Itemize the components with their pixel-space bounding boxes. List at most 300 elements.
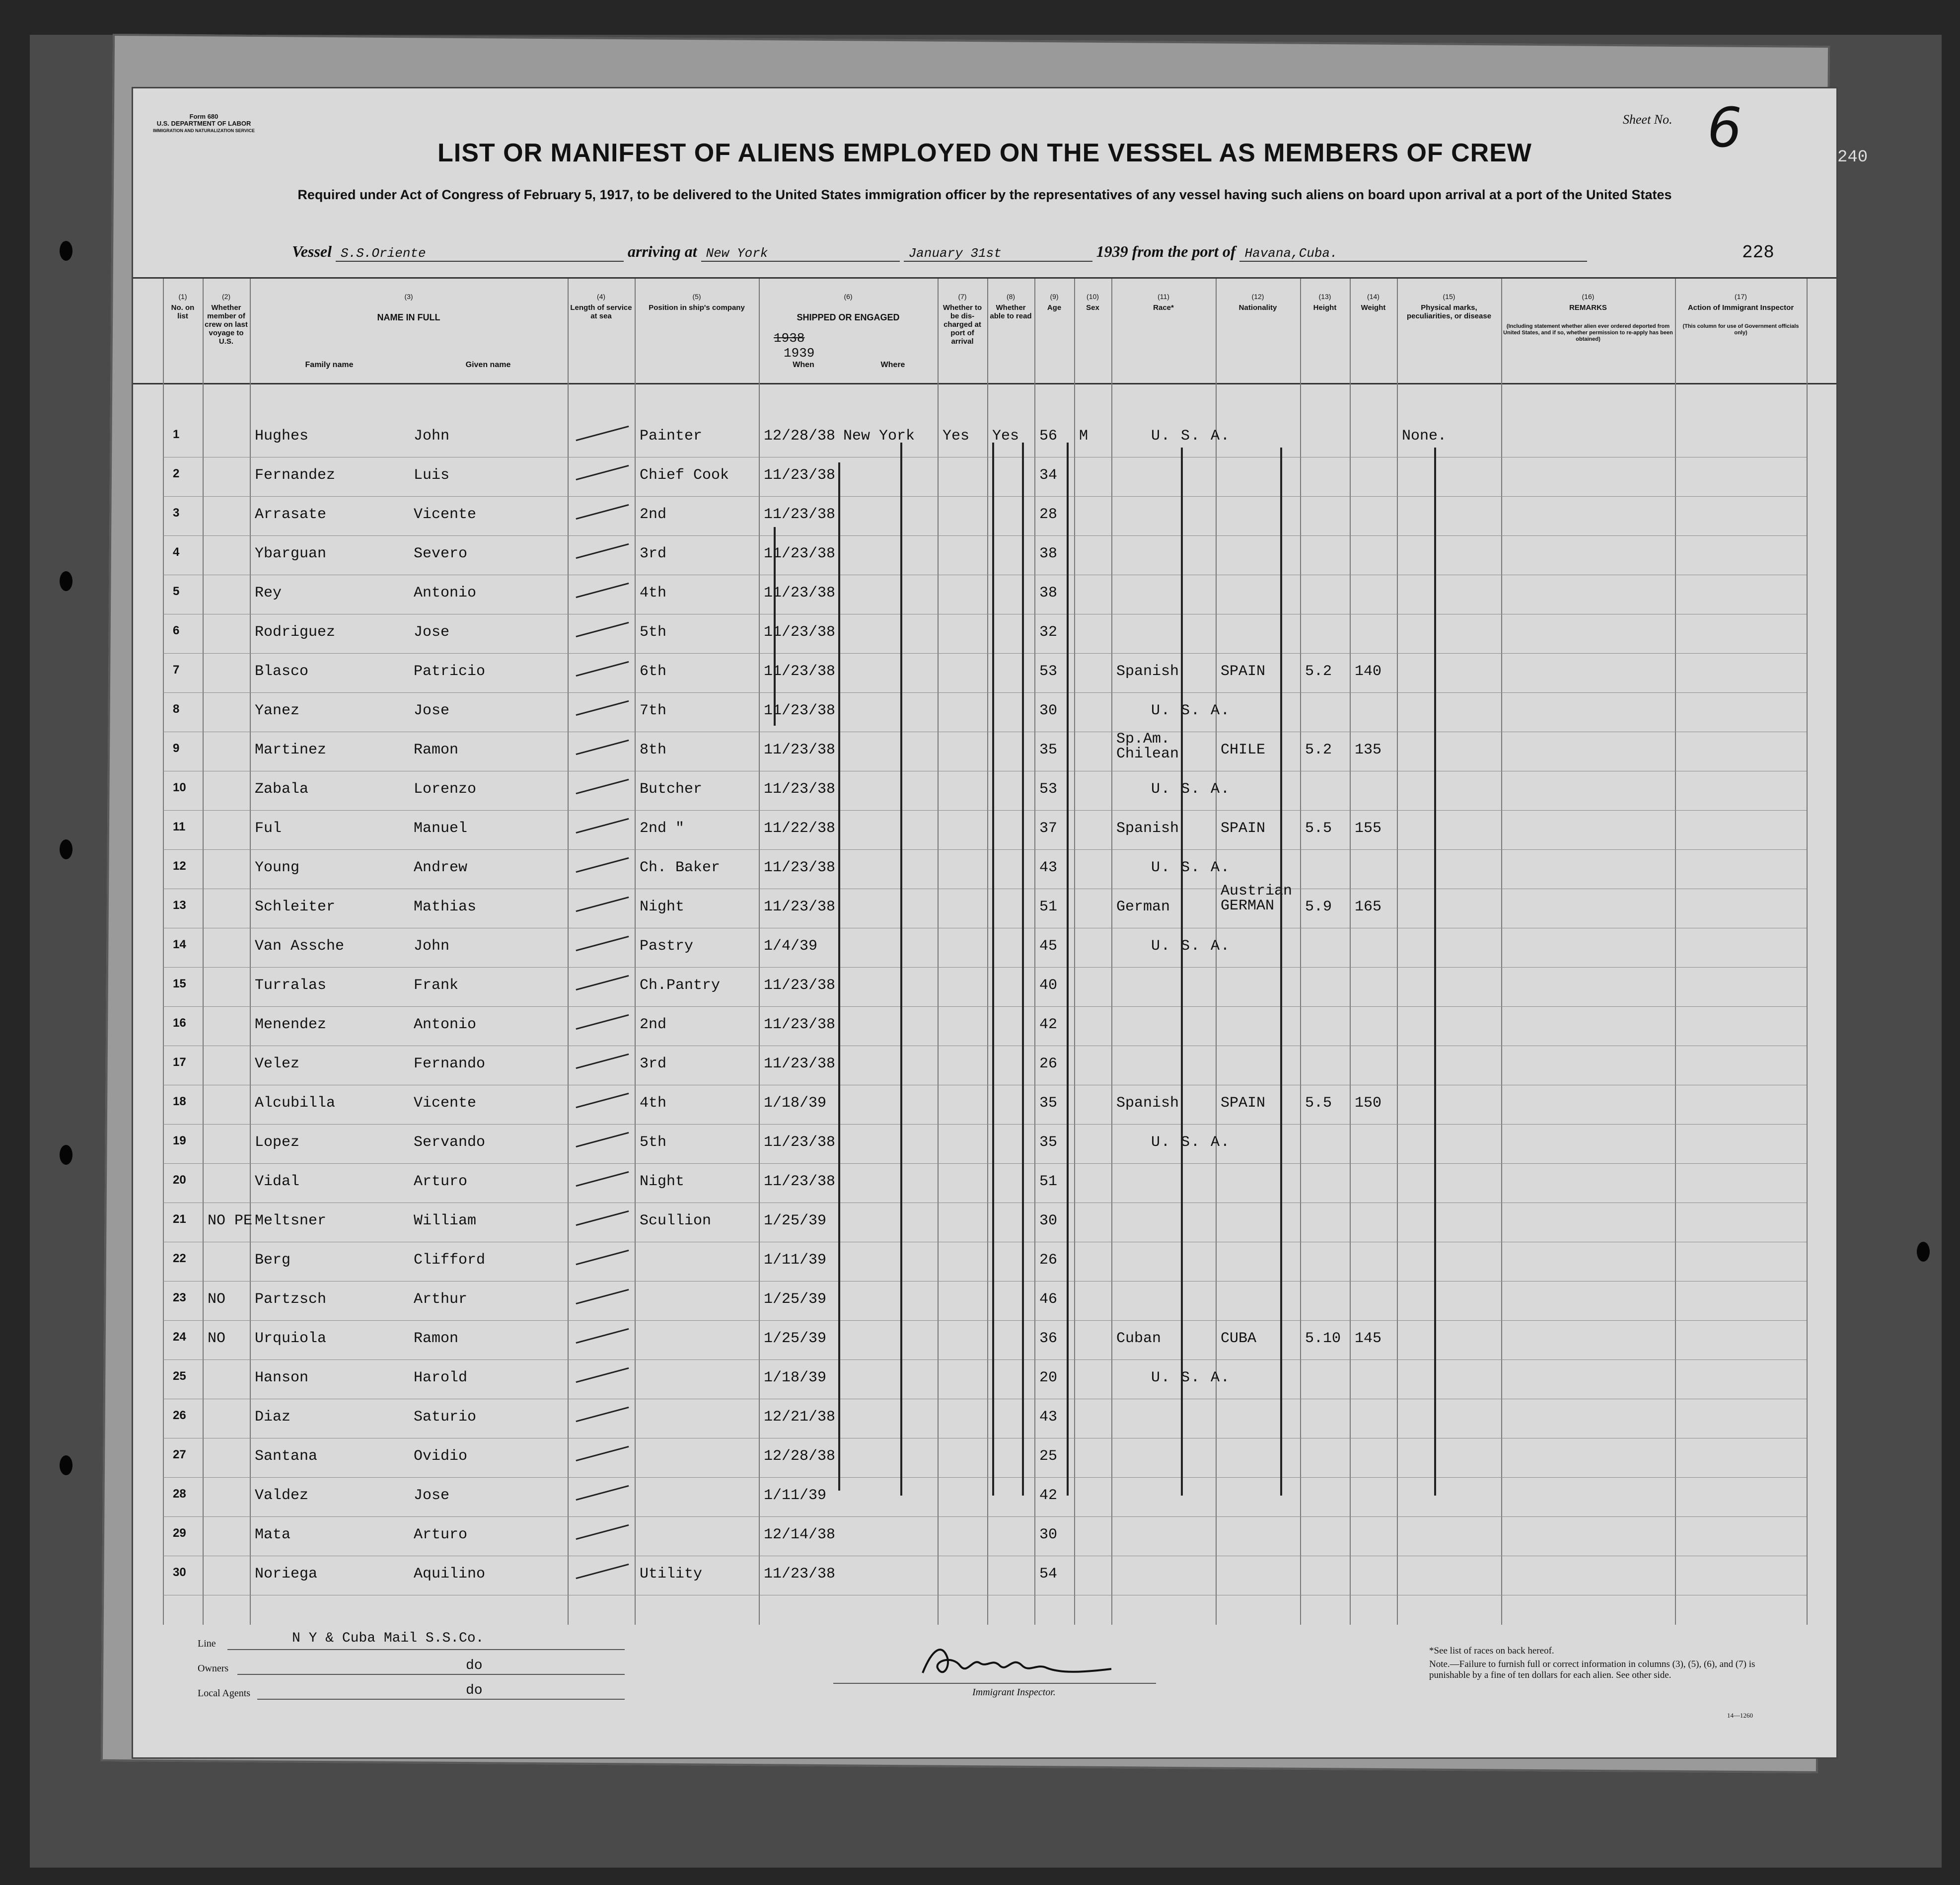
column-header: REMARKS <box>1569 303 1607 312</box>
cell-position: 2nd " <box>640 820 685 837</box>
cell-when: 12/14/38 <box>764 1526 836 1543</box>
cell-race: U. S. A. <box>1151 859 1231 876</box>
cell-age: 51 <box>1039 1173 1058 1190</box>
service-tick-mark <box>576 1210 629 1226</box>
cell-position: 5th <box>640 1134 667 1151</box>
service-tick-mark <box>576 1328 629 1344</box>
column-divider <box>1074 279 1075 1625</box>
manifest-sheet <box>132 87 1868 1759</box>
cell-position: 8th <box>640 742 667 758</box>
cell-no: 22 <box>173 1252 186 1265</box>
arrival-year: 1939 <box>1096 242 1128 260</box>
cell-no: 18 <box>173 1095 186 1108</box>
cell-when: 11/23/38 <box>764 781 836 798</box>
cell-height: 5.9 <box>1305 899 1332 915</box>
cell-family: Blasco <box>255 663 309 680</box>
cell-race: Spanish <box>1116 663 1179 680</box>
cell-family: Ful <box>255 820 282 837</box>
cell-position: Ch.Pantry <box>640 977 721 994</box>
service-tick-mark <box>576 504 629 520</box>
arrival-date: January 31st <box>904 246 1092 262</box>
cell-family: Turralas <box>255 977 327 994</box>
cell-when: 12/21/38 <box>764 1409 836 1426</box>
header-divider <box>133 383 1836 384</box>
cell-given: Ovidio <box>414 1448 468 1465</box>
row-divider <box>163 1281 1807 1282</box>
row-divider <box>163 1320 1807 1321</box>
cell-age: 42 <box>1039 1487 1058 1504</box>
row-divider <box>163 1124 1807 1125</box>
column-divider <box>163 279 164 1625</box>
cell-when: 1/25/39 <box>764 1212 827 1229</box>
column-header: Whether to be dis-charged at port of arrival <box>943 303 982 346</box>
column-number: (5) <box>692 293 701 301</box>
cell-position: Night <box>640 1173 685 1190</box>
cell-when: 1/11/39 <box>764 1252 827 1269</box>
column-number: (6) <box>844 293 853 301</box>
service-tick-mark <box>576 1054 629 1069</box>
owners-value: do <box>466 1658 483 1673</box>
cell-family: Urquiola <box>255 1330 327 1347</box>
cell-given: Manuel <box>414 820 468 837</box>
service-tick-mark <box>576 426 629 441</box>
page-title: LIST OR MANIFEST OF ALIENS EMPLOYED ON THE VESSEL AS MEMBERS OF CREW <box>437 139 1532 167</box>
cell-age: 53 <box>1039 781 1058 798</box>
cell-family: Mata <box>255 1526 291 1543</box>
cell-given: John <box>414 938 450 955</box>
agents-value: do <box>466 1683 483 1698</box>
cell-weight: 155 <box>1355 820 1382 837</box>
column-divider <box>1111 279 1112 1625</box>
cell-given: Lorenzo <box>414 781 477 798</box>
service-tick-mark <box>576 857 629 873</box>
cell-position: 3rd <box>640 545 667 562</box>
cell-no: 28 <box>173 1487 186 1501</box>
cell-age: 37 <box>1039 820 1058 837</box>
cell-family: Diaz <box>255 1409 291 1426</box>
cell-family: Rodriguez <box>255 624 336 641</box>
column-divider <box>250 279 251 1625</box>
cell-age: 45 <box>1039 938 1058 955</box>
cell-family: Young <box>255 859 300 876</box>
cell-family: Vidal <box>255 1173 300 1190</box>
agents-underline <box>257 1699 625 1700</box>
cell-no: 13 <box>173 899 186 912</box>
row-divider <box>163 1477 1807 1478</box>
department: U.S. DEPARTMENT OF LABOR <box>156 120 251 127</box>
cell-when: 1/18/39 <box>764 1095 827 1112</box>
column-divider <box>759 279 760 1625</box>
service-tick-mark <box>576 700 629 716</box>
row-divider <box>163 1516 1807 1517</box>
cell-age: 46 <box>1039 1291 1058 1308</box>
cell-when: 11/23/38 <box>764 1134 836 1151</box>
footer <box>198 1623 1787 1752</box>
inspector-signature <box>913 1638 1121 1688</box>
cell-family: Arrasate <box>255 506 327 523</box>
column-divider <box>1034 279 1035 1625</box>
ditto-stroke <box>1067 443 1069 1496</box>
cell-family: Noriega <box>255 1566 318 1583</box>
column-number: (1) <box>178 293 187 301</box>
column-divider <box>568 279 569 1625</box>
column-number: (12) <box>1251 293 1264 301</box>
from-label: from the port of <box>1132 242 1236 260</box>
column-divider <box>1807 279 1808 1625</box>
cell-weight: 165 <box>1355 899 1382 915</box>
cell-nationality: SPAIN <box>1221 820 1266 837</box>
vessel-label: Vessel <box>292 242 332 260</box>
cell-when: 11/23/38 <box>764 663 836 680</box>
column-subheader: Given name <box>465 361 511 369</box>
cell-no: 20 <box>173 1173 186 1187</box>
cell-age: 26 <box>1039 1252 1058 1269</box>
cell-when: 11/23/38 <box>764 1566 836 1583</box>
cell-given: Arthur <box>414 1291 468 1308</box>
cell-given: Patricio <box>414 663 486 680</box>
ditto-stroke <box>1434 448 1436 1496</box>
cell-prev: NO PE <box>208 1212 253 1229</box>
binder-hole <box>60 1455 73 1475</box>
column-divider <box>1675 279 1676 1625</box>
service-tick-mark <box>576 818 629 833</box>
column-subheader: Family name <box>305 361 354 369</box>
cell-family: Velez <box>255 1056 300 1072</box>
column-header: No. on list <box>171 303 195 320</box>
service-tick-mark <box>576 897 629 912</box>
cell-race: U. S. A. <box>1151 702 1231 719</box>
cell-no: 11 <box>173 820 186 833</box>
cell-prev: NO <box>208 1291 226 1308</box>
service-tick-mark <box>576 1564 629 1579</box>
cell-age: 56 <box>1039 428 1058 445</box>
ditto-stroke <box>774 527 776 726</box>
cell-nationality: Austrian GERMAN <box>1221 883 1293 914</box>
inspector-underline <box>833 1683 1156 1684</box>
cell-no: 16 <box>173 1016 186 1030</box>
cell-position: Scullion <box>640 1212 712 1229</box>
cell-age: 43 <box>1039 1409 1058 1426</box>
cell-no: 14 <box>173 938 186 951</box>
cell-position: 5th <box>640 624 667 641</box>
cell-age: 40 <box>1039 977 1058 994</box>
cell-no: 9 <box>173 742 180 755</box>
cell-nationality: SPAIN <box>1221 663 1266 680</box>
cell-when: 11/23/38 <box>764 1173 836 1190</box>
cell-family: Santana <box>255 1448 318 1465</box>
cell-family: Hughes <box>255 428 309 445</box>
cell-weight: 150 <box>1355 1095 1382 1112</box>
service-tick-mark <box>576 1171 629 1187</box>
cell-no: 3 <box>173 506 180 520</box>
cell-family: Schleiter <box>255 899 336 915</box>
service-tick-mark <box>576 1407 629 1422</box>
column-header: Physical marks, peculiarities, or disease <box>1406 303 1492 320</box>
cell-when: 1/4/39 <box>764 938 818 955</box>
cell-race: U. S. A. <box>1151 1369 1231 1386</box>
column-number: (17) <box>1735 293 1747 301</box>
cell-height: 5.10 <box>1305 1330 1341 1347</box>
cell-family: Hanson <box>255 1369 309 1386</box>
cell-age: 38 <box>1039 585 1058 602</box>
service-tick-mark <box>576 661 629 677</box>
service-tick-mark <box>576 779 629 794</box>
cell-age: 35 <box>1039 1134 1058 1151</box>
cell-marks: None. <box>1402 428 1447 445</box>
ditto-stroke <box>1280 448 1282 1496</box>
cell-when: 1/18/39 <box>764 1369 827 1386</box>
cell-race: U. S. A. <box>1151 938 1231 955</box>
cell-when: 11/23/38 <box>764 742 836 758</box>
cell-age: 36 <box>1039 1330 1058 1347</box>
service-tick-mark <box>576 1367 629 1383</box>
cell-no: 17 <box>173 1056 186 1069</box>
service-tick-mark <box>576 1524 629 1540</box>
column-subheader: When <box>793 361 814 369</box>
cell-age: 35 <box>1039 742 1058 758</box>
column-number: (16) <box>1582 293 1595 301</box>
cell-no: 10 <box>173 781 186 794</box>
cell-age: 43 <box>1039 859 1058 876</box>
print-code: 14—1260 <box>1727 1712 1753 1719</box>
ditto-stroke <box>992 443 994 1496</box>
column-header: Whether member of crew on last voyage to U.S. <box>205 303 248 346</box>
cell-no: 4 <box>173 545 180 559</box>
cell-when: 11/23/38 <box>764 506 836 523</box>
cell-given: Harold <box>414 1369 468 1386</box>
binder-hole <box>60 571 73 591</box>
cell-when: 11/22/38 <box>764 820 836 837</box>
cell-position: Butcher <box>640 781 703 798</box>
cell-position: 2nd <box>640 506 667 523</box>
cell-when: 11/23/38 <box>764 859 836 876</box>
cell-position: 4th <box>640 1095 667 1112</box>
cell-no: 12 <box>173 859 186 873</box>
service-tick-mark <box>576 1289 629 1304</box>
column-number: (2) <box>221 293 231 301</box>
cell-no: 6 <box>173 624 180 637</box>
cell-age: 26 <box>1039 1056 1058 1072</box>
cell-position: Chief Cook <box>640 467 729 484</box>
row-divider <box>163 496 1807 497</box>
cell-given: Fernando <box>414 1056 486 1072</box>
cell-when: 11/23/38 <box>764 585 836 602</box>
cell-family: Meltsner <box>255 1212 327 1229</box>
cell-given: Arturo <box>414 1526 468 1543</box>
cell-given: Jose <box>414 624 450 641</box>
cell-when: 11/23/38 <box>764 545 836 562</box>
cell-race: German <box>1116 899 1170 915</box>
cell-position: Ch. Baker <box>640 859 721 876</box>
file-reference: 228 <box>1742 242 1774 263</box>
binder-hole <box>60 839 73 859</box>
cell-when: 11/23/38 <box>764 977 836 994</box>
row-divider <box>163 1359 1807 1360</box>
cell-no: 24 <box>173 1330 186 1344</box>
cell-given: Ramon <box>414 742 459 758</box>
cell-sex: M <box>1079 428 1089 445</box>
cell-age: 30 <box>1039 1526 1058 1543</box>
service-tick-mark <box>576 465 629 480</box>
cell-age: 42 <box>1039 1016 1058 1033</box>
cell-given: Frank <box>414 977 459 994</box>
arrival-port: New York <box>701 246 900 262</box>
column-number: (13) <box>1318 293 1331 301</box>
service-tick-mark <box>576 543 629 559</box>
cell-when: 11/23/38 <box>764 1056 836 1072</box>
cell-given: Luis <box>414 467 450 484</box>
cell-no: 1 <box>173 428 180 441</box>
cell-family: Partzsch <box>255 1291 327 1308</box>
cell-nationality: CUBA <box>1221 1330 1257 1347</box>
cell-family: Van Assche <box>255 938 345 955</box>
column-subheader: Where <box>880 361 905 369</box>
cell-no: 23 <box>173 1291 186 1304</box>
cell-when: 12/28/38 <box>764 1448 836 1465</box>
column-header: Whether able to read <box>990 303 1032 320</box>
cell-no: 8 <box>173 702 180 716</box>
cell-family: Alcubilla <box>255 1095 336 1112</box>
ditto-stroke <box>1022 443 1024 1496</box>
column-number: (14) <box>1367 293 1379 301</box>
cell-weight: 145 <box>1355 1330 1382 1347</box>
line-label: Line <box>198 1638 216 1649</box>
owners-label: Owners <box>198 1663 229 1674</box>
column-header: Action of Immigrant Inspector <box>1687 303 1794 312</box>
service-tick-mark <box>576 1446 629 1461</box>
column-header: Race* <box>1153 303 1174 312</box>
cell-prev: NO <box>208 1330 226 1347</box>
column-number: (3) <box>404 293 413 301</box>
cell-given: Antonio <box>414 585 477 602</box>
cell-when: 12/28/38 <box>764 428 836 445</box>
cell-age: 32 <box>1039 624 1058 641</box>
column-header: Nationality <box>1238 303 1277 312</box>
cell-no: 30 <box>173 1566 186 1579</box>
races-note: *See list of races on back hereof. <box>1429 1646 1554 1656</box>
cell-height: 5.2 <box>1305 742 1332 758</box>
line-value: N Y & Cuba Mail S.S.Co. <box>292 1631 484 1646</box>
cell-race: U. S. A. <box>1151 781 1231 798</box>
cell-position: Night <box>640 899 685 915</box>
cell-nationality: SPAIN <box>1221 1095 1266 1112</box>
cell-discharged: Yes <box>943 428 970 445</box>
cell-position: 4th <box>640 585 667 602</box>
cell-family: Lopez <box>255 1134 300 1151</box>
cell-given: Vicente <box>414 1095 477 1112</box>
sheet-number: 6 <box>1707 96 1742 159</box>
cell-read: Yes <box>992 428 1019 445</box>
cell-height: 5.5 <box>1305 1095 1332 1112</box>
cell-given: Servando <box>414 1134 486 1151</box>
service-tick-mark <box>576 740 629 755</box>
row-divider <box>163 1006 1807 1007</box>
cell-when: 11/23/38 <box>764 1016 836 1033</box>
cell-age: 30 <box>1039 1212 1058 1229</box>
column-subheader: (This column for use of Government officials only) <box>1682 323 1799 336</box>
cell-when: 11/23/38 <box>764 624 836 641</box>
cell-when: 1/25/39 <box>764 1291 827 1308</box>
cell-no: 29 <box>173 1526 186 1540</box>
cell-no: 21 <box>173 1212 186 1226</box>
cell-family: Fernandez <box>255 467 336 484</box>
cell-given: Saturio <box>414 1409 477 1426</box>
service-tick-mark <box>576 583 629 598</box>
binder-hole <box>60 241 73 261</box>
arriving-label: arriving at <box>628 242 697 260</box>
row-divider <box>163 692 1807 693</box>
cell-race: Spanish <box>1116 820 1179 837</box>
cell-position: 3rd <box>640 1056 667 1072</box>
cell-position: 6th <box>640 663 667 680</box>
cell-when: 11/23/38 <box>764 899 836 915</box>
ditto-stroke <box>838 462 840 1491</box>
cell-nationality: CHILE <box>1221 742 1266 758</box>
manifest-table <box>133 277 1836 1625</box>
penalty-note: Note.—Failure to furnish full or correct information in columns (3), (5), (6), and (7) is punishable by a fine of ten dollars for each alien. See other side. <box>1429 1659 1755 1680</box>
ditto-stroke <box>1181 448 1183 1496</box>
cell-race: Spanish <box>1116 1095 1179 1112</box>
cell-age: 20 <box>1039 1369 1058 1386</box>
cell-age: 51 <box>1039 899 1058 915</box>
service-tick-mark <box>576 975 629 990</box>
cell-no: 27 <box>173 1448 186 1461</box>
cell-weight: 135 <box>1355 742 1382 758</box>
column-header: Age <box>1047 303 1062 312</box>
cell-given: John <box>414 428 450 445</box>
cell-given: Clifford <box>414 1252 486 1269</box>
service-tick-mark <box>576 622 629 637</box>
column-header: Position in ship's company <box>649 303 745 312</box>
cell-height: 5.5 <box>1305 820 1332 837</box>
cell-no: 7 <box>173 663 180 677</box>
binder-hole <box>1917 1242 1930 1262</box>
cell-race: U. S. A. <box>1151 428 1231 445</box>
column-header: Length of service at sea <box>570 303 632 320</box>
row-divider <box>163 810 1807 811</box>
cell-no: 26 <box>173 1409 186 1422</box>
owners-underline <box>237 1674 625 1675</box>
form-tag <box>153 113 255 134</box>
service-tick-mark <box>576 1014 629 1030</box>
cell-no: 2 <box>173 467 180 480</box>
column-number: (4) <box>596 293 606 301</box>
page-stamp: 240 <box>1837 148 1868 167</box>
cell-no: 5 <box>173 585 180 598</box>
column-number: (8) <box>1006 293 1016 301</box>
cell-family: Zabala <box>255 781 309 798</box>
cell-given: Ramon <box>414 1330 459 1347</box>
cell-when: 1/25/39 <box>764 1330 827 1347</box>
column-number: (15) <box>1443 293 1455 301</box>
column-header: Sex <box>1086 303 1099 312</box>
year-value: 1939 <box>784 346 815 361</box>
cell-race: Cuban <box>1116 1330 1161 1347</box>
cell-age: 35 <box>1039 1095 1058 1112</box>
cell-given: Jose <box>414 1487 450 1504</box>
column-header: Height <box>1313 303 1337 312</box>
cell-given: Mathias <box>414 899 477 915</box>
cell-family: Yanez <box>255 702 300 719</box>
column-divider <box>203 279 204 1625</box>
sheet-number-label: Sheet No. <box>1623 112 1672 127</box>
ditto-stroke <box>900 443 902 1496</box>
form-number: Form 680 <box>189 113 218 120</box>
service-tick-mark <box>576 1485 629 1501</box>
column-number: (10) <box>1087 293 1099 301</box>
cell-height: 5.2 <box>1305 663 1332 680</box>
vessel-line <box>292 242 1587 262</box>
